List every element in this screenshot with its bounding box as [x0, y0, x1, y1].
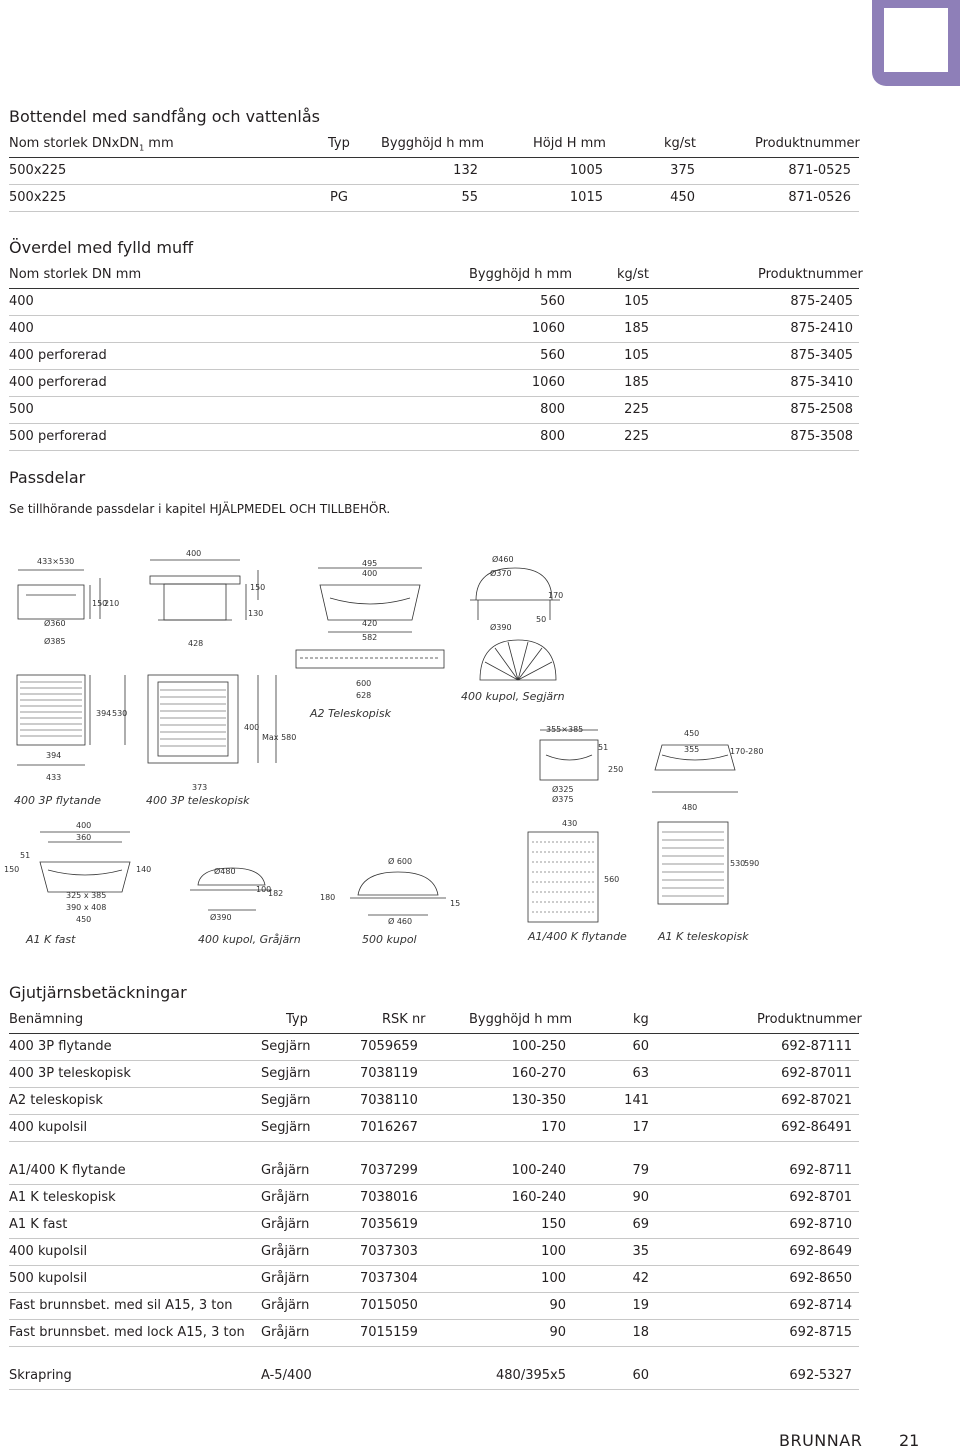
dim-label: 51	[598, 743, 609, 752]
dim-label: 325 x 385	[66, 891, 107, 900]
cell: A1 K teleskopisk	[9, 1190, 116, 1205]
cell: 875-3508	[790, 429, 853, 444]
cell: 875-3410	[790, 375, 853, 390]
dim-label: 582	[362, 633, 378, 642]
cell: 400 kupolsil	[9, 1244, 88, 1259]
dim-label: 420	[362, 619, 378, 628]
dim-label: 530	[112, 709, 128, 718]
cell: 400 perforerad	[9, 348, 107, 363]
dim-label: 560	[604, 875, 620, 884]
table-row	[9, 1266, 859, 1293]
cell: 7016267	[360, 1120, 418, 1135]
cell: 400 3P teleskopisk	[9, 1066, 131, 1081]
table-row	[9, 1212, 859, 1239]
dim-label: 390 x 408	[66, 903, 107, 912]
cell: 132	[453, 163, 478, 178]
dim-label: 355	[684, 745, 700, 754]
caption-a1-k-fast: A1 K fast	[26, 933, 76, 946]
table-row	[9, 424, 859, 451]
cell: Skrapring	[9, 1368, 72, 1383]
cell: 800	[540, 402, 565, 417]
dim-label: 140	[136, 865, 152, 874]
dim-label: 400	[186, 549, 202, 558]
caption-500-kupol: 500 kupol	[362, 933, 417, 946]
cell: 692-87111	[781, 1039, 852, 1054]
cell: 17	[632, 1120, 649, 1135]
dim-label: Ø 460	[388, 917, 413, 926]
cell: 500	[9, 402, 34, 417]
dim-label: 50	[536, 615, 547, 624]
dim-label: 130	[248, 609, 264, 618]
cell: 160-240	[511, 1190, 566, 1205]
cell: 105	[624, 294, 649, 309]
cell: 90	[549, 1298, 566, 1313]
cell: 19	[632, 1298, 649, 1313]
table-row	[9, 397, 859, 424]
cell: 60	[632, 1368, 649, 1383]
table-row	[9, 1115, 859, 1142]
cell: 7035619	[360, 1217, 418, 1232]
cell: Segjärn	[261, 1066, 311, 1081]
table-row	[9, 1293, 859, 1320]
cell: 692-8710	[789, 1217, 852, 1232]
cell: 480/395x5	[496, 1368, 566, 1383]
cell: 100	[541, 1271, 566, 1286]
cell: 500x225	[9, 190, 67, 205]
cell: 141	[624, 1093, 649, 1108]
cell: PG	[330, 190, 348, 205]
cell: 18	[632, 1325, 649, 1340]
col-benamning: Benämning	[9, 1012, 84, 1027]
footer-page-number: 21	[899, 1431, 920, 1450]
col-bygghojd: Bygghöjd h mm	[381, 136, 485, 151]
table-row	[9, 1320, 859, 1347]
col-typ: Typ	[328, 136, 350, 151]
col-nom-storlek: Nom storlek DN mm	[9, 267, 142, 282]
col-hojd: Höjd H mm	[533, 136, 606, 151]
table-gjutjarn	[9, 1007, 862, 1390]
dim-label: 400	[362, 569, 378, 578]
cell: 79	[632, 1163, 649, 1178]
dim-label: Max 580	[262, 733, 297, 742]
dim-label: 150	[250, 583, 266, 592]
cell: 400 3P flytande	[9, 1039, 112, 1054]
cell: 692-87011	[781, 1066, 852, 1081]
cell: 7037303	[360, 1244, 418, 1259]
caption-a1-k-teleskopisk: A1 K teleskopisk	[658, 930, 749, 943]
cell: Segjärn	[261, 1093, 311, 1108]
cell: 800	[540, 429, 565, 444]
dim-label: 400	[76, 821, 92, 830]
table-row	[9, 370, 859, 397]
table-header	[9, 1007, 862, 1034]
col-kg: kg/st	[617, 267, 650, 282]
table-row	[9, 316, 859, 343]
table-row	[9, 1363, 859, 1390]
col-rsk-nr: RSK nr	[382, 1012, 426, 1027]
cell: 875-2508	[790, 402, 853, 417]
dim-label: 394	[46, 751, 62, 760]
dim-label: 355×385	[546, 725, 584, 734]
cell: 170	[541, 1120, 566, 1135]
cell: 875-2405	[790, 294, 853, 309]
dim-label: 150	[4, 865, 20, 874]
dim-label: 450	[684, 729, 700, 738]
col-bygghojd: Bygghöjd h mm	[469, 1012, 573, 1027]
cell: 875-3405	[790, 348, 853, 363]
cell: 7038110	[360, 1093, 418, 1108]
dim-label: 428	[188, 639, 204, 648]
dim-label: 100	[256, 885, 272, 894]
dim-label: 450	[76, 915, 92, 924]
technical-drawings	[0, 540, 960, 960]
cell: 90	[549, 1325, 566, 1340]
cell: A-5/400	[261, 1368, 312, 1383]
cell: 871-0525	[788, 163, 851, 178]
section-title-bottendel: Bottendel med sandfång och vattenlås	[9, 107, 320, 126]
cell: 1060	[531, 375, 565, 390]
table-bottendel	[9, 131, 859, 212]
cell: 500x225	[9, 163, 67, 178]
cell: 692-8650	[789, 1271, 852, 1286]
dim-label: Ø460	[492, 555, 514, 564]
cell: Gråjärn	[261, 1298, 310, 1313]
cell: 35	[632, 1244, 649, 1259]
caption-a2-teleskopisk: A2 Teleskopisk	[310, 707, 391, 720]
dim-label: 495	[362, 559, 378, 568]
cell: Segjärn	[261, 1120, 311, 1135]
cell: A1/400 K flytande	[9, 1163, 126, 1178]
chapter-tab-mark	[872, 0, 960, 86]
caption-3p-teleskopisk: 400 3P teleskopisk	[146, 794, 250, 807]
cell: 100-250	[511, 1039, 566, 1054]
dim-label: 433×530	[37, 557, 75, 566]
cell: 100	[541, 1244, 566, 1259]
cell: 90	[632, 1190, 649, 1205]
cell: 692-86491	[781, 1120, 852, 1135]
dim-label: 600	[356, 679, 372, 688]
cell: Gråjärn	[261, 1244, 310, 1259]
dim-label: 590	[744, 859, 760, 868]
cell: 500 kupolsil	[9, 1271, 88, 1286]
dim-label: 433	[46, 773, 62, 782]
col-kg: kg	[633, 1012, 649, 1027]
cell: 225	[624, 429, 649, 444]
cell: 105	[624, 348, 649, 363]
cell: 7037299	[360, 1163, 418, 1178]
section-title-gjutjarn: Gjutjärnsbetäckningar	[9, 983, 187, 1002]
dim-label: 360	[76, 833, 92, 842]
cell: 400 perforerad	[9, 375, 107, 390]
table-row	[9, 1034, 859, 1061]
dim-label: 51	[20, 851, 31, 860]
cell: Fast brunnsbet. med lock A15, 3 ton	[9, 1325, 245, 1340]
table-row	[9, 343, 859, 370]
section-title-passdelar: Passdelar	[9, 468, 86, 487]
dim-label: 480	[682, 803, 698, 812]
cell: A1 K fast	[9, 1217, 68, 1232]
caption-a1-400-k-flytande: A1/400 K flytande	[528, 930, 627, 943]
table-row	[9, 158, 859, 185]
dim-label: 373	[192, 783, 208, 792]
col-produktnummer: Produktnummer	[755, 136, 860, 151]
dim-label: 15	[450, 899, 461, 908]
dim-label: Ø 600	[388, 857, 413, 866]
cell: 500 perforerad	[9, 429, 107, 444]
table-row	[9, 1158, 859, 1185]
cell: Gråjärn	[261, 1325, 310, 1340]
footer-chapter-title: BRUNNAR	[779, 1431, 863, 1450]
cell: Gråjärn	[261, 1163, 310, 1178]
cell: Gråjärn	[261, 1190, 310, 1205]
cell: 692-8714	[789, 1298, 852, 1313]
dim-label: 180	[320, 893, 336, 902]
dim-label: 628	[356, 691, 372, 700]
dim-label: Ø370	[490, 569, 512, 578]
dim-label: 170-280	[730, 747, 764, 756]
dim-label: Ø375	[552, 795, 574, 804]
section-title-overdel: Överdel med fylld muff	[9, 238, 194, 257]
cell: 150	[541, 1217, 566, 1232]
table-row	[9, 1239, 859, 1266]
dim-label: 182	[268, 889, 284, 898]
col-produktnummer: Produktnummer	[757, 1012, 862, 1027]
cell: 375	[670, 163, 695, 178]
dim-label: Ø360	[44, 619, 66, 628]
cell: 60	[632, 1039, 649, 1054]
cell: 692-8711	[789, 1163, 852, 1178]
cell: 42	[632, 1271, 649, 1286]
cell: 871-0526	[788, 190, 851, 205]
col-produktnummer: Produktnummer	[758, 267, 863, 282]
cell: 100-240	[511, 1163, 566, 1178]
cell: 7037304	[360, 1271, 418, 1286]
cell: 692-87021	[781, 1093, 852, 1108]
cell: 400	[9, 321, 34, 336]
cell: 7015159	[360, 1325, 418, 1340]
cell: 185	[624, 321, 649, 336]
table-header	[9, 131, 859, 158]
cell: 692-5327	[789, 1368, 852, 1383]
cell: 692-8715	[789, 1325, 852, 1340]
cell: 875-2410	[790, 321, 853, 336]
dim-label: 210	[104, 599, 120, 608]
dim-label: Ø325	[552, 785, 574, 794]
dim-label: 394	[96, 709, 112, 718]
cell: 225	[624, 402, 649, 417]
table-row	[9, 185, 859, 212]
cell: 1015	[569, 190, 603, 205]
row-spacer	[9, 1142, 859, 1158]
table-row	[9, 1185, 859, 1212]
cell: A2 teleskopisk	[9, 1093, 103, 1108]
col-nom-storlek: Nom storlek DNxDN$_1$ mm	[9, 136, 174, 153]
cell: 400 kupolsil	[9, 1120, 88, 1135]
cell: 560	[540, 348, 565, 363]
cell: Gråjärn	[261, 1217, 310, 1232]
cell: 450	[670, 190, 695, 205]
caption-kupol-segjarn: 400 kupol, Segjärn	[461, 690, 565, 703]
dim-label: 400	[244, 723, 260, 732]
cell: Fast brunnsbet. med sil A15, 3 ton	[9, 1298, 233, 1313]
cell: 400	[9, 294, 34, 309]
cell: 7038016	[360, 1190, 418, 1205]
cell: 55	[461, 190, 478, 205]
cell: 692-8649	[789, 1244, 852, 1259]
dim-label: 250	[608, 765, 624, 774]
dim-label: 530	[730, 859, 746, 868]
cell: 63	[632, 1066, 649, 1081]
passdelar-note: Se tillhörande passdelar i kapitel HJÄLPMEDEL OCH TILLBEHÖR.	[9, 502, 391, 516]
table-header	[9, 262, 863, 289]
cell: Segjärn	[261, 1039, 311, 1054]
cell: 692-8701	[789, 1190, 852, 1205]
cell: 160-270	[511, 1066, 566, 1081]
dim-label: Ø480	[214, 867, 236, 876]
dim-label: Ø390	[490, 623, 512, 632]
col-bygghojd: Bygghöjd h mm	[469, 267, 573, 282]
cell: 7038119	[360, 1066, 418, 1081]
cell: 130-350	[511, 1093, 566, 1108]
col-kg: kg/st	[664, 136, 697, 151]
table-row	[9, 1088, 859, 1115]
cell: 1005	[569, 163, 603, 178]
table-overdel	[9, 262, 863, 451]
dim-label: 150	[92, 599, 108, 608]
cell: 185	[624, 375, 649, 390]
col-typ: Typ	[286, 1012, 308, 1027]
table-row	[9, 1061, 859, 1088]
caption-3p-flytande: 400 3P flytande	[14, 794, 102, 807]
cell: 560	[540, 294, 565, 309]
cell: 7059659	[360, 1039, 418, 1054]
caption-kupol-grajarn: 400 kupol, Gråjärn	[198, 933, 301, 946]
cell: 69	[632, 1217, 649, 1232]
cell: Gråjärn	[261, 1271, 310, 1286]
dim-label: Ø390	[210, 913, 232, 922]
shape-3p-frame	[18, 585, 84, 619]
cell: 7015050	[360, 1298, 418, 1313]
row-spacer	[9, 1347, 859, 1363]
cell: 1060	[531, 321, 565, 336]
chapter-tab-inner	[884, 8, 948, 72]
dim-label: 430	[562, 819, 578, 828]
table-row	[9, 289, 859, 316]
dim-label: 170	[548, 591, 564, 600]
dim-label: Ø385	[44, 637, 66, 646]
